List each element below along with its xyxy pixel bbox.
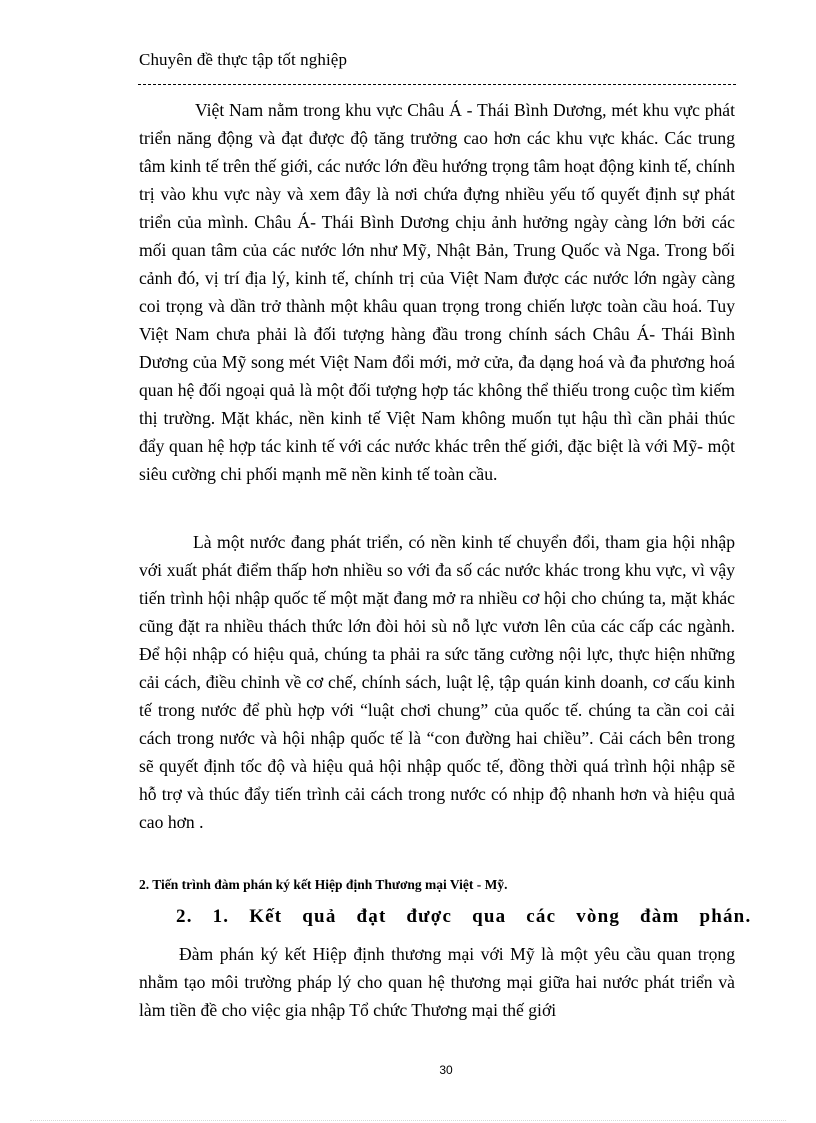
footer-divider (30, 1120, 786, 1121)
body-paragraph-3: Đàm phán ký kết Hiệp định thương mại với Mỹ là một yêu cầu quan trọng nhằm tạo môi trường pháp lý cho quan hệ thương mại giữa hai nước phát triển và làm tiền đề cho việc gia nhập Tổ chức Thương mại thế giới (139, 944, 735, 1020)
page-header-title: Chuyên đề thực tập tốt nghiệp (139, 50, 348, 69)
page-number: 30 (439, 1063, 453, 1077)
header-divider (138, 84, 736, 85)
body-paragraph-1: Việt Nam nằm trong khu vực Châu Á - Thái Bình Dương, mét khu vực phát triển năng động và đạt được độ tăng trưởng cao hơn các khu vực khác. Các trung tâm kinh tế trên thế giới, các nước lớn đều hướng trọng tâm hoạt động kinh tế, chính trị vào khu vực này và xem đây là nơi chứa đựng nhiều yếu tố quyết định sự phát triển của mình. Châu Á- Thái Bình Dương chịu ảnh hưởng ngày càng lớn bởi các mối quan tâm của các nước lớn như Mỹ, Nhật Bản, Trung Quốc và Nga. Trong bối cảnh đó, vị trí địa lý, kinh tế, chính trị của Việt Nam được các nước lớn ngày càng coi trọng và dần trở thành một khâu quan trọng trong chiến lược toàn cầu hoá. Tuy Việt Nam chưa phải là đối tượng hàng đầu trong chính sách Châu Á- Thái Bình Dương của Mỹ song mét Việt Nam đổi mới, mở cửa, đa dạng hoá và đa phương hoá quan hệ đối ngoại quả là một đối tượng hợp tác không thể thiếu trong cuộc tìm kiếm thị trường. Mặt khác, nền kinh tế Việt Nam không muốn tụt hậu thì cần phải thúc đẩy quan hệ hợp tác kinh tế với các nước khác trên thế giới, đặc biệt là với Mỹ- một siêu cường chi phối mạnh mẽ nền kinh tế toàn cầu. (139, 100, 735, 484)
section-heading-2: 2. Tiến trình đàm phán ký kết Hiệp định Thương mại Việt - Mỹ. (139, 877, 508, 892)
subsection-heading-2-1: 2. 1. Kết quả đạt được qua các vòng đàm phán. (176, 906, 752, 927)
body-paragraph-2: Là một nước đang phát triển, có nền kinh tế chuyển đổi, tham gia hội nhập với xuất phát điểm thấp hơn nhiều so với đa số các nước khác trong khu vực, vì vậy tiến trình hội nhập quốc tế một mặt đang mở ra nhiều cơ hội cho chúng ta, mặt khác cũng đặt ra nhiều thách thức lớn đòi hỏi sù nỗ lực vươn lên của các cấp các ngành. Để hội nhập có hiệu quả, chúng ta phải ra sức tăng cường nội lực, thực hiện những cải cách, điều chỉnh về cơ chế, chính sách, luật lệ, tập quán kinh doanh, cơ cấu kinh tế trong nước để phù hợp với “luật chơi chung” của quốc tế. chúng ta cần coi cải cách trong nước và hội nhập quốc tế là “con đường hai chiều”. Cải cách bên trong sẽ quyết định tốc độ và hiệu quả hội nhập quốc tế, đồng thời quá trình hội nhập sẽ hỗ trợ và thúc đẩy tiến trình cải cách trong nước có nhịp độ nhanh hơn và hiệu quả cao hơn . (139, 532, 735, 832)
